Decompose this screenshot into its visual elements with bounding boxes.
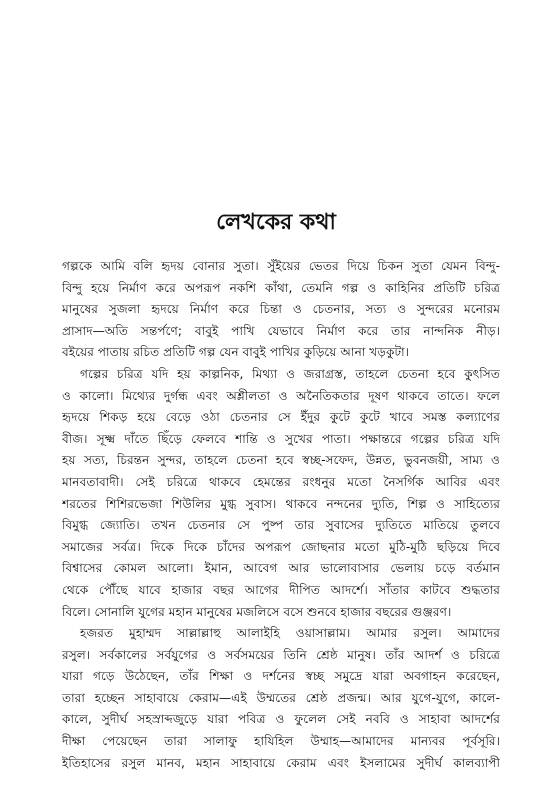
text-line: ও কালো। মিথ্যের দুর্গন্ধ এবং অশ্লীলতা ও অনৈতিকতার দূষণ থাকবে তাতে। ফলে [62, 388, 500, 403]
text-line: মানুষের সুজলা হৃদয়ে নির্মাণ করে চিন্তা ও চেতনার, সত্য ও সুন্দরের মনোরম [62, 302, 500, 317]
text-line: বীজ। সূক্ষ্ম দাঁতে ছিঁড়ে ফেলবে শান্তি ও সুখের পাতা। পক্ষান্তরে গল্পের চরিত্র যদি [62, 431, 500, 446]
text-line: বিমুগ্ধ জ্যোতি। তখন চেতনার সে পুষ্প তার সুবাসের দ্যুতিতে মাতিয়ে তুলবে [62, 518, 500, 533]
text-line: কালে, সুদীর্ঘ সহস্রাব্দজুড়ে যারা পবিত্র ও ফুলেল সেই নববি ও সাহাবা আদর্শের [62, 712, 500, 727]
text-line: মানবতাবাদী। সেই চরিত্রে থাকবে হেমন্তের রংধনুর মতো নৈসর্গিক আবির এবং [62, 474, 500, 489]
paragraph [62, 364, 500, 623]
text-line: গল্পের চরিত্র যদি হয় কাল্পনিক, মিথ্যা ও জরাগ্রস্ত, তাহলে চেতনা হবে কুৎসিত [80, 366, 500, 381]
text-line: শরতের শিশিরভেজা শিউলির মুগ্ধ সুবাস। থাকবে নন্দনের দ্যুতি, শিল্প ও সাহিত্যের [62, 496, 500, 511]
text-line: বইয়ের পাতায় রচিত প্রতিটি গল্প যেন বাবুই পাখির কুড়িয়ে আনা খড়কুটা। [62, 345, 410, 360]
text-line: সমাজের সর্বত্র। দিকে দিকে চাঁদের অপরূপ জোছনার মতো মুঠি-মুঠি ছড়িয়ে দিবে [62, 539, 500, 554]
text-line: যারা গড়ে উঠেছেন, তাঁর শিক্ষা ও দর্শনের স্বচ্ছ সমুদ্রে যারা অবগাহন করেছেন, [62, 669, 500, 684]
text-line: প্রাসাদ—অতি সন্তর্পণে; বাবুই পাখি যেভাবে নির্মাণ করে তার নান্দনিক নীড়। [62, 323, 500, 338]
paragraph [62, 256, 500, 364]
text-line: ইতিহাসের রসুল মানব, মহান সাহাবায়ে কেরাম এবং ইসলামের সুদীর্ঘ কালব্যাপী [62, 755, 500, 770]
text-line: হয় সত্য, চিরন্তন সুন্দর, তাহলে চেতনা হবে স্বচ্ছ-সফেদ, উন্নত, ভুবনজয়ী, সাম্য ও [62, 453, 500, 468]
text-line: হৃদয়ে শিকড় হয়ে বেড়ে ওঠা চেতনার সে ইঁদুর কুটে কুটে খাবে সমস্ত কল্যাণের [62, 410, 500, 425]
page-title: লেখকের কথা [216, 210, 336, 235]
body-text [62, 256, 500, 774]
text-line: দীক্ষা পেয়েছেন তারা সালাফু হাযিহিল উম্মাহ—আমাদের মান্যবর পূর্বসূরি। [62, 734, 500, 749]
text-line: বিলে। সোনালি যুগের মহান মানুষের মজলিসে বসে শুনবে হাজার বছরের গুঞ্জরণ। [62, 604, 452, 619]
text-line: তারা হচ্ছেন সাহাবায়ে কেরাম—এই উম্মতের শ্রেষ্ঠ প্রজন্ম। আর যুগে-যুগে, কালে- [62, 690, 500, 705]
text-line: থেকে পৌঁছে যাবে হাজার বছর আগের দীপিত আদর্শে। সাঁতার কাটবে শুদ্ধতার [62, 582, 500, 597]
text-line: গল্পকে আমি বলি হৃদয় বোনার সুতা। সুঁইয়ের ভেতর দিয়ে চিকন সুতা যেমন বিন্দু- [62, 259, 500, 273]
text-line: হজরত মুহাম্মদ সাল্লাল্লাহু আলাইহি ওয়াসাল্লাম। আমার রসুল। আমাদের [80, 626, 500, 641]
text-line: বিশ্বাসের কোমল আলো। ইমান, আবেগ আর ভালোবাসার ভেলায় চড়ে বর্তমান [62, 561, 500, 576]
text-line: রসুল। সর্বকালের সর্বযুগের ও সর্বসময়ের তিনি শ্রেষ্ঠ মানুষ। তাঁর আদর্শ ও চরিত্রে [62, 647, 500, 662]
paragraph [62, 623, 500, 774]
text-line: বিন্দু হয়ে নির্মাণ করে অপরূপ নকশি কাঁথা, তেমনি গল্প ও কাহিনির প্রতিটি চরিত্র [62, 280, 500, 295]
